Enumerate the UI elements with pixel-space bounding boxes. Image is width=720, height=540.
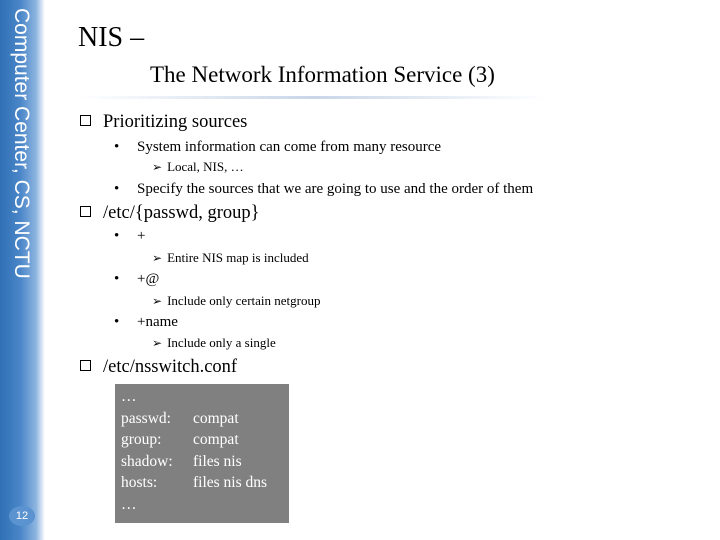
section-heading (80, 112, 247, 133)
list-item-text: + (137, 228, 146, 244)
code-line: shadow: files nis (121, 453, 242, 470)
code-line: … (121, 388, 137, 405)
section-heading-text: /etc/{passwd, group} (103, 203, 260, 223)
list-item (114, 228, 145, 245)
sub-list-item (152, 159, 244, 175)
sub-list-item-text: Entire NIS map is included (167, 250, 309, 265)
bullet-dot-icon: • (114, 271, 120, 287)
sub-list-item-text: Local, NIS, … (167, 159, 244, 174)
list-item-text: +@ (137, 271, 160, 287)
sub-list-item (152, 250, 309, 266)
bullet-dot-icon: • (114, 228, 120, 244)
section-heading-text: /etc/nsswitch.conf (103, 357, 238, 377)
bullet-dot-icon: • (114, 139, 120, 155)
list-item (114, 181, 533, 198)
list-item-text: Specify the sources that we are going to use and the order of them (137, 181, 534, 197)
slide-title: NIS – (78, 22, 145, 53)
slide-subtitle: The Network Information Service (3) (150, 62, 495, 87)
bullet-dot-icon: • (114, 181, 120, 197)
code-line: passwd: compat (121, 410, 239, 427)
sub-list-item (152, 293, 320, 309)
section-heading (80, 203, 259, 224)
arrow-bullet-icon: ➢ (152, 294, 163, 308)
sub-list-item-text: Include only certain netgroup (167, 293, 321, 308)
page-number: 12 (9, 506, 35, 526)
list-item (114, 271, 159, 288)
list-item (114, 139, 441, 156)
list-item-text: System information can come from many resource (137, 139, 442, 155)
code-line: group: compat (121, 431, 239, 448)
square-bullet-icon (80, 206, 91, 217)
arrow-bullet-icon: ➢ (152, 251, 163, 265)
sidebar-band (0, 0, 45, 540)
code-line: hosts: files nis dns (121, 474, 268, 491)
vertical-footer-text: Computer Center, CS, NCTU (10, 8, 33, 279)
section-heading-text: Prioritizing sources (103, 112, 248, 132)
square-bullet-icon (80, 360, 91, 371)
section-heading (80, 357, 237, 378)
list-item-text: +name (137, 314, 178, 330)
square-bullet-icon (80, 115, 91, 126)
bullet-dot-icon: • (114, 314, 120, 330)
sub-list-item (152, 335, 276, 351)
sub-list-item-text: Include only a single (167, 335, 276, 350)
title-divider (78, 96, 548, 99)
config-code-box (115, 384, 289, 523)
list-item (114, 314, 178, 331)
code-line: … (121, 496, 137, 513)
arrow-bullet-icon: ➢ (152, 160, 163, 174)
arrow-bullet-icon: ➢ (152, 336, 163, 350)
